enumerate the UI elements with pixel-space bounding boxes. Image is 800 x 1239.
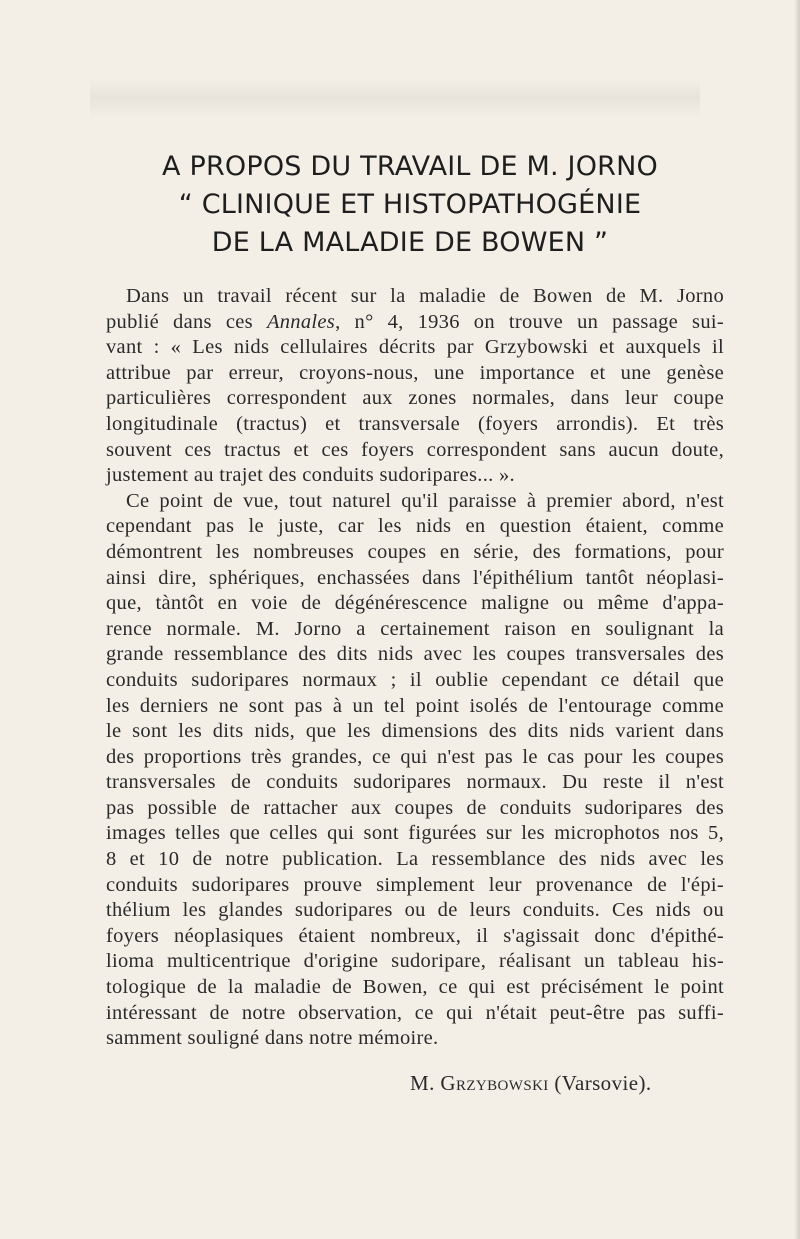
text-line: particulières correspondent aux zones normales, dans leur coupe (106, 387, 724, 410)
text-line: intéressant de notre observation, ce qui n'était peut-être pas suffi- (106, 1001, 724, 1024)
text-line: samment souligné dans notre mémoire. (106, 1027, 439, 1050)
paragraph-2 (106, 489, 724, 1052)
text-line: transversales de conduits sudoripares normaux. Du reste il n'est (106, 771, 724, 794)
text-line: foyers néoplasiques étaient nombreux, il s'agissait donc d'épithé- (106, 924, 724, 947)
journal-name: Annales (266, 310, 336, 333)
text-line: souvent ces tractus et ces foyers correspondent sans aucun doute, (106, 438, 724, 461)
text-line: conduits sudoripares prouve simplement leur provenance de l'épi- (106, 873, 724, 896)
text-line: 8 et 10 de notre publication. La ressemblance des nids avec les (106, 848, 724, 871)
text-line: Dans un travail récent sur la maladie de Bowen de M. Jorno (126, 285, 724, 307)
text-line: Ce point de vue, tout naturel qu'il paraisse à premier abord, n'est (126, 489, 724, 512)
text-line: que, tàntôt en voie de dégénérescence maligne ou même d'appa- (106, 592, 724, 615)
text-line: attribue par erreur, croyons-nous, une importance et une genèse (106, 361, 724, 384)
text-line: vant : « Les nids cellulaires décrits par Grzybowski et auxquels il (106, 336, 724, 359)
text-line: images telles que celles qui sont figurées sur les microphotos nos 5, (106, 822, 724, 845)
text-line: publié dans ces Annales, n° 4, 1936 on trouve un passage sui- (106, 310, 724, 333)
text-line: lioma multicentrique d'origine sudoripare, réalisant un tableau his- (106, 950, 724, 973)
signature-prefix: M. (410, 1071, 441, 1095)
text-line: ainsi dire, sphériques, enchassées dans l'épithélium tantôt néoplasi- (106, 566, 724, 589)
text-line: grande ressemblance des dits nids avec les coupes transversales des (106, 643, 724, 666)
title-line-2: “ CLINIQUE ET HISTOPATHOGÉNIE (178, 189, 642, 220)
author-place: (Varsovie). (548, 1071, 652, 1095)
bleed-through-shadow (90, 78, 700, 118)
article-title (100, 148, 720, 262)
text-line: justement au trajet des conduits sudoripares... ». (106, 464, 515, 487)
text-line: démontrent les nombreuses coupes en série, des formations, pour (106, 540, 724, 563)
author-name: Grzybowski (440, 1071, 549, 1095)
text-line: le sont les dits nids, que les dimensions des dits nids varient dans (106, 720, 724, 743)
text-line: conduits sudoripares normaux ; il oublie cependant ce détail que (106, 668, 724, 691)
article-body (106, 284, 724, 1052)
text-line: rence normale. M. Jorno a certainement raison en soulignant la (106, 617, 724, 640)
author-signature (410, 1071, 670, 1096)
title-line-1: A PROPOS DU TRAVAIL DE M. JORNO (162, 151, 658, 182)
text-line: des proportions très grandes, ce qui n'est pas le cas pour les coupes (106, 745, 724, 768)
paragraph-1 (106, 284, 724, 489)
text-line: les derniers ne sont pas à un tel point isolés de l'entourage comme (106, 694, 724, 717)
text-line: thélium les glandes sudoripares ou de leurs conduits. Ces nids ou (106, 899, 724, 922)
title-line-3: DE LA MALADIE DE BOWEN ” (211, 227, 609, 258)
text-line: cependant pas le juste, car les nids en question étaient, comme (106, 515, 724, 538)
text-line: longitudinale (tractus) et transversale (foyers arrondis). Et très (106, 412, 724, 435)
page-edge (794, 0, 800, 1239)
text-line: tologique de la maladie de Bowen, ce qui est précisément le point (106, 976, 724, 999)
text-line: pas possible de rattacher aux coupes de conduits sudoripares des (106, 796, 724, 819)
